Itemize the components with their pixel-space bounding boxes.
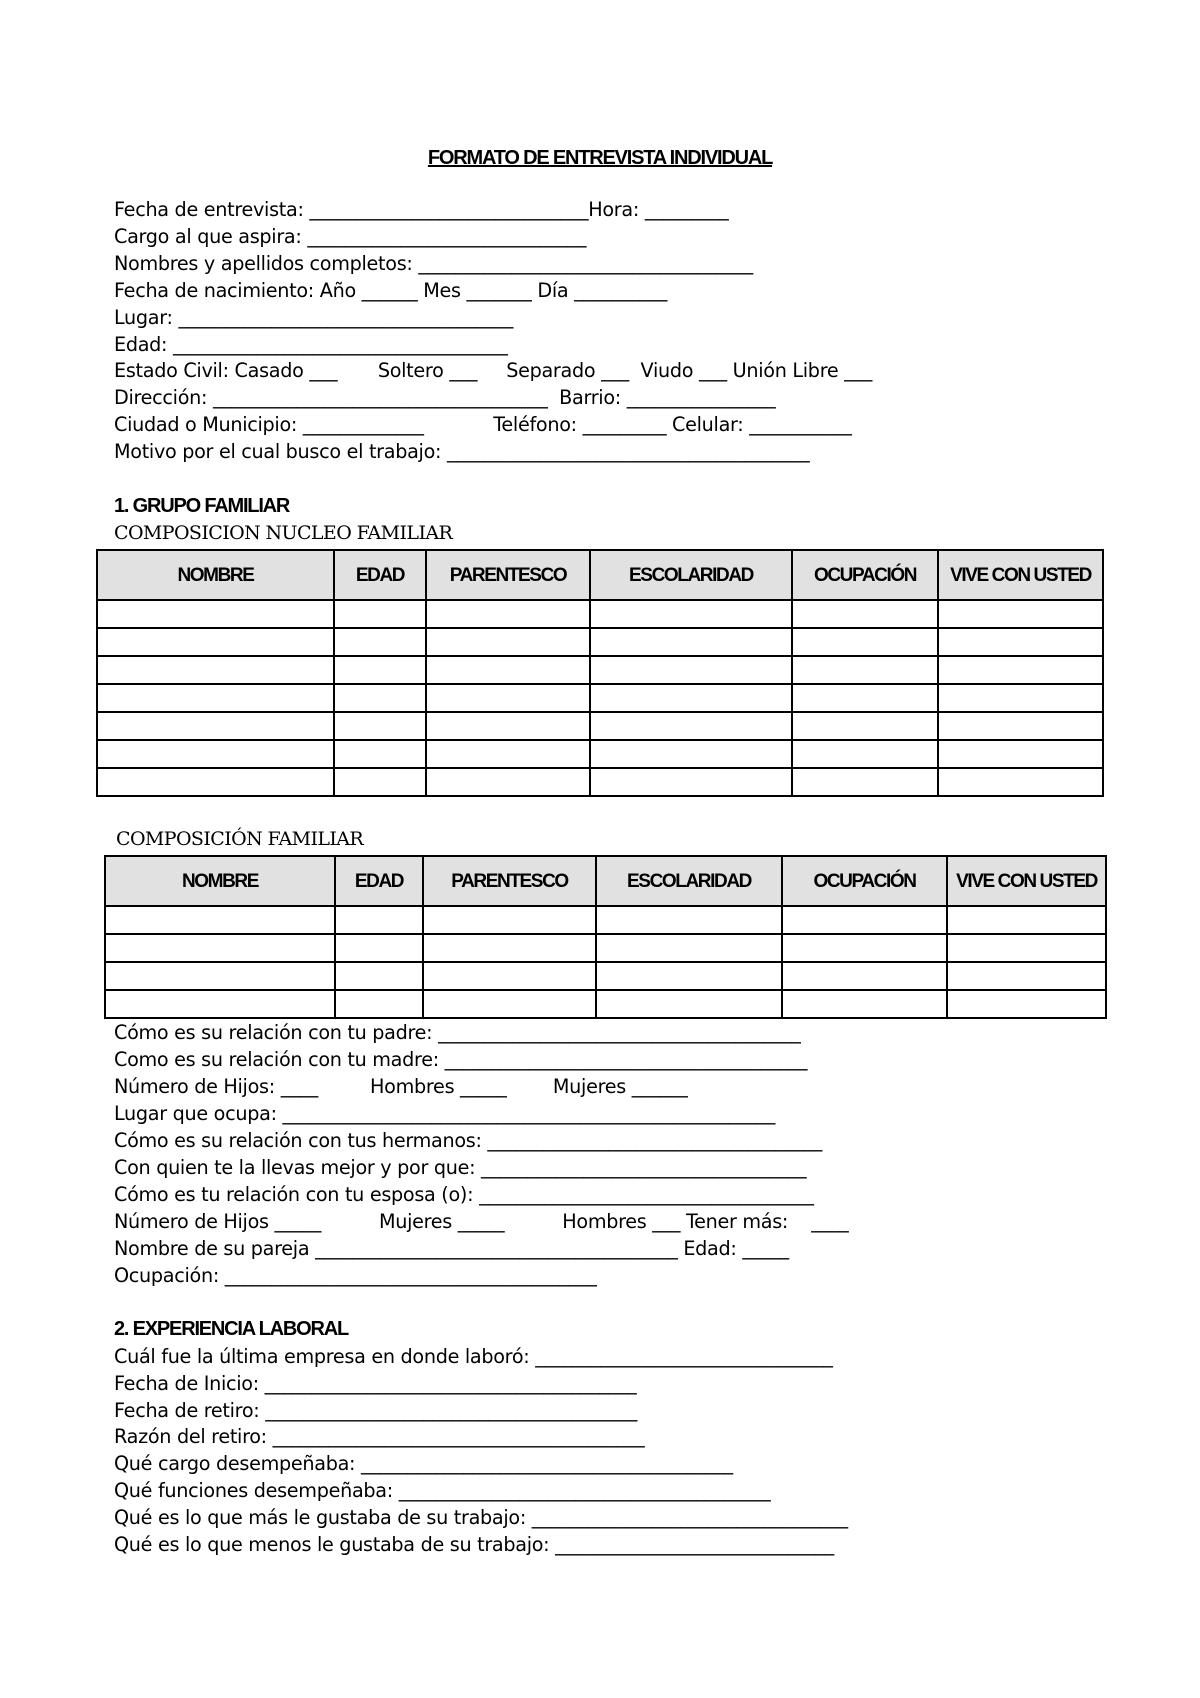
table-cell[interactable]: [426, 768, 590, 796]
table-cell[interactable]: [335, 934, 423, 962]
table-cell[interactable]: [426, 740, 590, 768]
table-cell[interactable]: [105, 990, 335, 1018]
family-field-line-7: Cómo es tu relación con tu esposa (o): ____________________________________: [114, 1183, 814, 1206]
section-1-heading: 1. GRUPO FAMILIAR: [114, 495, 290, 517]
table-cell[interactable]: [590, 628, 792, 656]
family-field-line-10: Ocupación: ________________________________________: [114, 1264, 597, 1287]
table-row: [97, 712, 1103, 740]
table-cell[interactable]: [596, 990, 782, 1018]
work-field-line-6: Qué funciones desempeñaba: ________________________________________: [114, 1479, 771, 1502]
table-cell[interactable]: [334, 740, 426, 768]
table-cell[interactable]: [423, 906, 596, 934]
table-cell[interactable]: [590, 684, 792, 712]
family-field-line-6: Con quien te la llevas mejor y por que: ___________________________________: [114, 1156, 807, 1179]
table-cell[interactable]: [782, 934, 947, 962]
table-cell[interactable]: [423, 990, 596, 1018]
table-cell[interactable]: [792, 656, 938, 684]
table-cell[interactable]: [590, 712, 792, 740]
work-field-line-8: Qué es lo que menos le gustaba de su trabajo: ______________________________: [114, 1533, 834, 1556]
table-cell[interactable]: [426, 600, 590, 628]
table-cell[interactable]: [97, 656, 334, 684]
column-header: ESCOLARIDAD: [590, 550, 792, 600]
table-cell[interactable]: [792, 684, 938, 712]
table-cell[interactable]: [426, 628, 590, 656]
form-field-line-5: Lugar: ____________________________________: [114, 306, 514, 329]
table-cell[interactable]: [334, 628, 426, 656]
table-row: [97, 740, 1103, 768]
form-field-line-3: Nombres y apellidos completos: ____________________________________: [114, 252, 753, 275]
table-cell[interactable]: [426, 684, 590, 712]
table-cell[interactable]: [97, 768, 334, 796]
family-field-line-4: Lugar que ocupa: _____________________________________________________: [114, 1102, 776, 1125]
column-header: EDAD: [335, 856, 423, 906]
table-cell[interactable]: [938, 600, 1103, 628]
form-field-line-6: Edad: ____________________________________: [114, 333, 508, 356]
table-cell[interactable]: [105, 962, 335, 990]
table-cell[interactable]: [792, 740, 938, 768]
table-cell[interactable]: [590, 656, 792, 684]
table-cell[interactable]: [334, 600, 426, 628]
column-header: PARENTESCO: [423, 856, 596, 906]
table-cell[interactable]: [97, 684, 334, 712]
table-row: [105, 934, 1106, 962]
table-cell[interactable]: [423, 962, 596, 990]
table-cell[interactable]: [947, 934, 1106, 962]
table-cell[interactable]: [426, 656, 590, 684]
table-row: [97, 628, 1103, 656]
table-cell[interactable]: [596, 962, 782, 990]
work-field-line-5: Qué cargo desempeñaba: ________________________________________: [114, 1452, 733, 1475]
table-cell[interactable]: [938, 740, 1103, 768]
work-field-line-3: Fecha de retiro: ________________________________________: [114, 1399, 637, 1422]
table-cell[interactable]: [97, 600, 334, 628]
table-cell[interactable]: [938, 656, 1103, 684]
table-cell[interactable]: [423, 934, 596, 962]
table-cell[interactable]: [335, 906, 423, 934]
form-field-line-1: Fecha de entrevista: ______________________________Hora: _________: [114, 198, 729, 221]
table-row: [105, 906, 1106, 934]
table-cell[interactable]: [590, 768, 792, 796]
column-header: OCUPACIÓN: [782, 856, 947, 906]
table-cell[interactable]: [947, 962, 1106, 990]
table-row: [97, 768, 1103, 796]
table-cell[interactable]: [792, 600, 938, 628]
table-row: [97, 656, 1103, 684]
table-cell[interactable]: [97, 628, 334, 656]
form-field-line-4: Fecha de nacimiento: Año ______ Mes _______ Día __________: [114, 279, 668, 302]
family-field-line-2: Como es su relación con tu madre: _______________________________________: [114, 1048, 808, 1071]
table-cell[interactable]: [938, 628, 1103, 656]
section-2-heading: 2. EXPERIENCIA LABORAL: [114, 1318, 349, 1340]
table-cell[interactable]: [105, 906, 335, 934]
column-header: OCUPACIÓN: [792, 550, 938, 600]
table-cell[interactable]: [792, 768, 938, 796]
form-field-line-10: Motivo por el cual busco el trabajo: _______________________________________: [114, 440, 810, 463]
table-cell[interactable]: [938, 712, 1103, 740]
table-cell[interactable]: [334, 712, 426, 740]
table-cell[interactable]: [334, 684, 426, 712]
table-cell[interactable]: [947, 906, 1106, 934]
composicion-familiar-table: [104, 855, 1107, 1019]
table-row: [105, 990, 1106, 1018]
table-2-title: COMPOSICIÓN FAMILIAR: [116, 828, 364, 850]
table-cell[interactable]: [938, 768, 1103, 796]
work-field-line-1: Cuál fue la última empresa en donde laboró: ________________________________: [114, 1345, 833, 1368]
table-cell[interactable]: [782, 962, 947, 990]
table-row: [97, 600, 1103, 628]
table-cell[interactable]: [596, 906, 782, 934]
nucleo-familiar-table: [96, 549, 1104, 797]
table-cell[interactable]: [782, 990, 947, 1018]
table-1-title: COMPOSICION NUCLEO FAMILIAR: [114, 522, 453, 544]
table-cell[interactable]: [590, 600, 792, 628]
family-field-line-3: Número de Hijos: ____ Hombres _____ Mujeres ______: [114, 1075, 688, 1098]
table-cell[interactable]: [105, 934, 335, 962]
table-cell[interactable]: [590, 740, 792, 768]
table-cell[interactable]: [334, 768, 426, 796]
family-field-line-1: Cómo es su relación con tu padre: _______________________________________: [114, 1021, 801, 1044]
table-row: [97, 684, 1103, 712]
table-cell[interactable]: [334, 656, 426, 684]
table-cell[interactable]: [97, 712, 334, 740]
form-field-line-8: Dirección: ____________________________________ Barrio: ________________: [114, 386, 776, 409]
column-header: VIVE CON USTED: [938, 550, 1103, 600]
column-header: VIVE CON USTED: [947, 856, 1106, 906]
table-cell[interactable]: [792, 712, 938, 740]
column-header: EDAD: [334, 550, 426, 600]
table-row: [105, 962, 1106, 990]
column-header: PARENTESCO: [426, 550, 590, 600]
family-field-line-5: Cómo es su relación con tus hermanos: ____________________________________: [114, 1129, 822, 1152]
work-field-line-2: Fecha de Inicio: ________________________________________: [114, 1372, 637, 1395]
work-field-line-7: Qué es lo que más le gustaba de su trabajo: __________________________________: [114, 1506, 848, 1529]
table-cell[interactable]: [596, 934, 782, 962]
table-cell[interactable]: [792, 628, 938, 656]
table-cell[interactable]: [97, 740, 334, 768]
table-cell[interactable]: [782, 906, 947, 934]
table-cell[interactable]: [335, 962, 423, 990]
work-field-line-4: Razón del retiro: ________________________________________: [114, 1425, 645, 1448]
column-header: ESCOLARIDAD: [596, 856, 782, 906]
form-field-line-7: Estado Civil: Casado ___ Soltero ___ Separado ___ Viudo ___ Unión Libre ___: [114, 359, 873, 382]
table-cell[interactable]: [947, 990, 1106, 1018]
family-field-line-8: Número de Hijos _____ Mujeres _____ Hombres ___ Tener más: ____: [114, 1210, 849, 1233]
form-field-line-2: Cargo al que aspira: ______________________________: [114, 225, 587, 248]
table-cell[interactable]: [335, 990, 423, 1018]
document-title: FORMATO DE ENTREVISTA INDIVIDUAL: [427, 147, 773, 169]
family-field-line-9: Nombre de su pareja _______________________________________ Edad: _____: [114, 1237, 789, 1260]
column-header: NOMBRE: [97, 550, 334, 600]
column-header: NOMBRE: [105, 856, 335, 906]
table-cell[interactable]: [426, 712, 590, 740]
table-cell[interactable]: [938, 684, 1103, 712]
form-field-line-9: Ciudad o Municipio: _____________ Teléfono: _________ Celular: ___________: [114, 413, 852, 436]
